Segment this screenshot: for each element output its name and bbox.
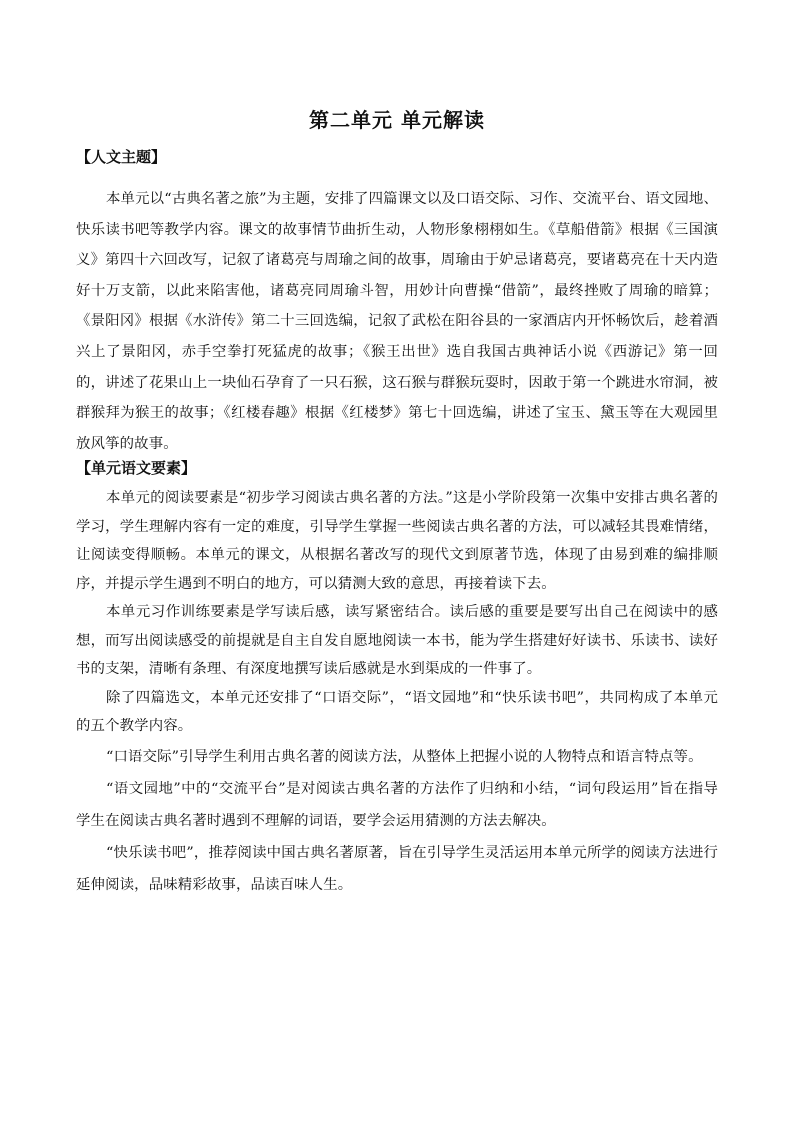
document-title: 第二单元 单元解读 xyxy=(309,108,485,132)
paragraph: 本单元以“古典名著之旅”为主题，安排了四篇课文以及口语交际、习作、交流平台、语文园地、快乐读书吧等教学内容。课文的故事情节曲折生动，人物形象栩栩如生。《草船借箭》根据《三国演义》第四十六回改写，记叙了诸葛亮与周瑜之间的故事，周瑜由于妒忌诸葛亮，要诸葛亮在十天内造好十万支箭，以此来陷害他，诸葛亮同周瑜斗智，用妙计向曹操“借箭”，最终挫败了周瑜的暗算；《景阳冈》根据《水浒传》第二十三回选编，记叙了武松在阳谷县的一家酒店内开怀畅饮后，趁着酒兴上了景阳冈，赤手空拳打死猛虎的故事；《猴王出世》选自我国古典神话小说《西游记》第一回的，讲述了花果山上一块仙石孕育了一只石猴，这石猴与群猴玩耍时，因敢于第一个跳进水帘洞，被群猴拜为猴王的故事；《红楼春趣》根据《红楼梦》第七十回选编，讲述了宝玉、黛玉等在大观园里放风筝的故事。 xyxy=(76,191,718,452)
paragraph: 本单元的阅读要素是“初步学习阅读古典名著的方法。”这是小学阶段第一次集中安排古典名著的学习，学生理解内容有一定的难度，引导学生掌握一些阅读古典名著的方法，可以减轻其畏难情绪，让阅读变得顺畅。本单元的课文，从根据名著改写的现代文到原著节选，体现了由易到难的编排顺序，并提示学生遇到不明白的地方，可以猜测大致的意思，再接着读下去。 xyxy=(76,490,718,592)
paragraph: 本单元习作训练要素是学写读后感，读写紧密结合。读后感的重要是要写出自己在阅读中的感想，而写出阅读感受的前提就是自主自发自愿地阅读一本书，能为学生搭建好好读书、乐读书、读好书的支架，清晰有条理、有深度地撰写读后感就是水到渠成的一件事了。 xyxy=(76,604,718,677)
paragraph: “口语交际”引导学生利用古典名著的阅读方法，从整体上把握小说的人物特点和语言特点等。 xyxy=(106,748,703,765)
paragraph: “语文园地”中的“交流平台”是对阅读古典名著的方法作了归纳和小结，“词句段运用”旨在指导学生在阅读古典名著时遇到不理解的词语，要学会运用猜测的方法去解决。 xyxy=(76,780,718,829)
section-body-language-elements xyxy=(76,484,718,901)
section-heading-humanistic-theme: 【人文主题】 xyxy=(76,148,167,166)
section-body-humanistic-theme xyxy=(76,184,718,459)
paragraph: 除了四篇选文，本单元还安排了“口语交际”，“语文园地”和“快乐读书吧”，共同构成了本单元的五个教学内容。 xyxy=(76,689,718,734)
section-heading-language-elements: 【单元语文要素】 xyxy=(76,459,197,477)
paragraph: “快乐读书吧”，推荐阅读中国古典名著原著，旨在引导学生灵活运用本单元所学的阅读方法进行延伸阅读，品味精彩故事，品读百味人生。 xyxy=(76,844,718,893)
